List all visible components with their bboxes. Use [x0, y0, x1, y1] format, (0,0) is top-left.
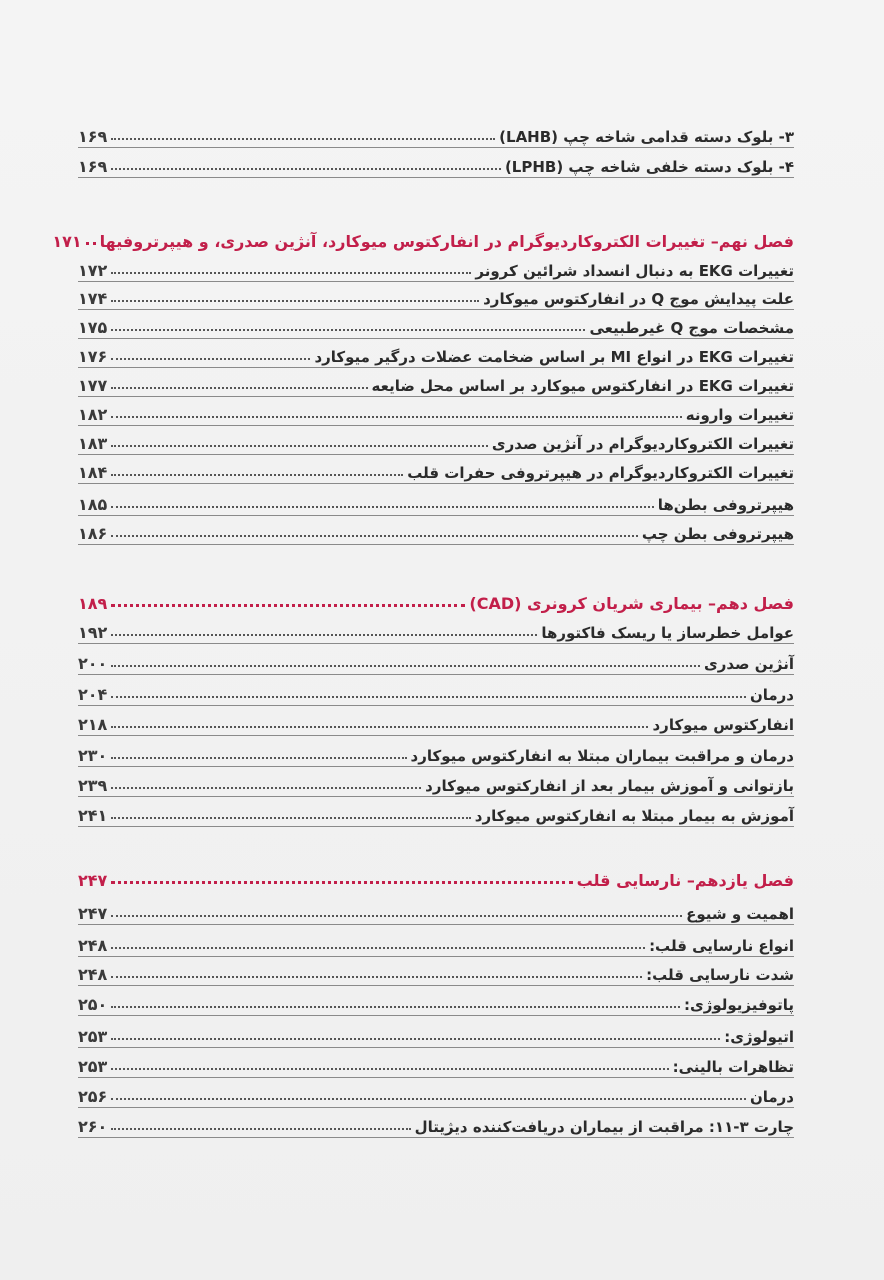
entry-title: مشخصات موج Q غیرطبیعی: [589, 319, 794, 337]
entry-page-number: ۲۵۳: [78, 1057, 108, 1076]
toc-entry: [78, 425, 794, 453]
toc-entry: [78, 309, 794, 337]
dot-leader: [111, 817, 470, 819]
row-divider: [78, 544, 794, 545]
entry-page-number: ۱۸۶: [78, 524, 108, 543]
toc-entry: [78, 1078, 794, 1106]
row-divider: [78, 924, 794, 925]
entry-page-number: ۱۷۶: [78, 347, 108, 366]
dot-leader: [111, 138, 495, 140]
entry-page-number: ۲۶۰: [78, 1117, 108, 1136]
dot-leader: [111, 665, 700, 667]
toc-entry: [78, 986, 794, 1014]
chapter-page-number: ۱۷۱: [52, 232, 82, 251]
toc-entry: [78, 1018, 794, 1046]
toc-entry: [78, 614, 794, 642]
entry-page-number: ۲۳۰: [78, 746, 108, 765]
entry-title: شدت نارسایی قلب:: [646, 966, 794, 984]
dot-leader: [111, 535, 638, 537]
toc-entry: [78, 148, 794, 176]
entry-page-number: ۲۰۰: [78, 654, 108, 673]
row-divider: [78, 674, 794, 675]
entry-title: درمان: [749, 1088, 794, 1106]
entry-title: ۳- بلوک دسته قدامی شاخه چپ (LAHB): [499, 128, 794, 146]
dot-leader: [111, 881, 572, 884]
dot-leader: [111, 1098, 746, 1100]
chapter-heading: [52, 223, 794, 251]
toc-entry: [78, 486, 794, 514]
entry-title: عوامل خطرساز یا ریسک فاکتورها: [541, 624, 794, 642]
row-divider: [78, 1137, 794, 1138]
toc-entry: [78, 338, 794, 366]
entry-title: انواع نارسایی قلب:: [649, 937, 794, 955]
dot-leader: [111, 726, 648, 728]
chapter-title: فصل دهم– بیماری شریان کرونری (CAD): [469, 594, 794, 613]
dot-leader: [111, 300, 479, 302]
toc-entry: [78, 645, 794, 673]
dot-leader: [111, 506, 653, 508]
dot-leader: [111, 474, 403, 476]
entry-title: تغییرات وارونه: [685, 406, 794, 424]
entry-title: اتیولوژی:: [724, 1028, 794, 1046]
entry-title: تغییرات الکتروکاردیوگرام در هیپرتروفی حفرات قلب: [407, 464, 794, 482]
entry-title: هیپرتروفی بطن چپ: [641, 525, 794, 543]
dot-leader: [111, 329, 585, 331]
dot-leader: [111, 634, 537, 636]
row-divider: [78, 483, 794, 484]
entry-title: تظاهرات بالینی:: [672, 1058, 794, 1076]
chapter-heading: [78, 862, 794, 890]
dot-leader: [111, 604, 465, 607]
toc-entry: [78, 797, 794, 825]
chapter-title: فصل یازدهم– نارسایی قلب: [576, 871, 794, 890]
entry-title: تغییرات EKG در انفارکتوس میوکارد بر اساس محل ضایعه: [371, 377, 794, 395]
toc-entry: [78, 895, 794, 923]
entry-page-number: ۲۴۱: [78, 806, 108, 825]
entry-title: درمان: [749, 686, 794, 704]
dot-leader: [111, 1038, 720, 1040]
entry-title: بازتوانی و آموزش بیمار بعد از انفارکتوس میوکارد: [425, 777, 794, 795]
entry-page-number: ۱۹۲: [78, 623, 108, 642]
toc-entry: [78, 927, 794, 955]
toc-entry: [78, 706, 794, 734]
entry-title: ۴- بلوک دسته خلفی شاخه چپ (LPHB): [504, 158, 794, 176]
row-divider: [78, 1015, 794, 1016]
dot-leader: [111, 947, 645, 949]
entry-page-number: ۲۴۷: [78, 904, 108, 923]
dot-leader: [111, 1006, 680, 1008]
entry-page-number: ۲۵۳: [78, 1027, 108, 1046]
toc-entry: [78, 280, 794, 308]
entry-page-number: ۲۰۴: [78, 685, 108, 704]
entry-title: آنژین صدری: [704, 655, 794, 673]
entry-page-number: ۲۱۸: [78, 715, 108, 734]
toc-entry: [78, 737, 794, 765]
entry-page-number: ۱۸۵: [78, 495, 108, 514]
entry-title: تغییرات EKG در انواع MI بر اساس ضخامت عضلات درگیر میوکارد: [314, 348, 794, 366]
chapter-title: فصل نهم– تغییرات الکتروکاردیوگرام در انفارکتوس میوکارد، آنژین صدری، و هیپرتروفیها: [99, 232, 794, 251]
entry-title: چارت ۳-۱۱: مراقبت از بیماران دریافت‌کننده دیژیتال: [414, 1118, 794, 1136]
entry-page-number: ۲۵۶: [78, 1087, 108, 1106]
toc-entry: [78, 367, 794, 395]
dot-leader: [111, 757, 406, 759]
dot-leader: [111, 445, 488, 447]
dot-leader: [111, 387, 367, 389]
row-divider: [78, 826, 794, 827]
dot-leader: [111, 787, 421, 789]
toc-entry: [78, 1048, 794, 1076]
entry-page-number: ۲۴۸: [78, 936, 108, 955]
entry-page-number: ۱۸۲: [78, 405, 108, 424]
dot-leader: [111, 1128, 410, 1130]
row-divider: [78, 643, 794, 644]
toc-entry: [78, 118, 794, 146]
entry-title: انفارکتوس میوکارد: [652, 716, 794, 734]
entry-title: تغییرات EKG به دنبال انسداد شرائین کرونر: [475, 262, 794, 280]
entry-title: تغییرات الکتروکاردیوگرام در آنژین صدری: [491, 435, 794, 453]
dot-leader: [111, 272, 471, 274]
entry-page-number: ۱۷۴: [78, 289, 108, 308]
row-divider: [78, 177, 794, 178]
toc-entry: [78, 252, 794, 280]
row-divider: [78, 735, 794, 736]
dot-leader: [111, 416, 681, 418]
entry-page-number: ۱۶۹: [78, 157, 108, 176]
entry-title: آموزش به بیمار مبتلا به انفارکتوس میوکارد: [474, 807, 794, 825]
dot-leader: [111, 915, 682, 917]
dot-leader: [111, 168, 501, 170]
dot-leader: [111, 696, 746, 698]
entry-page-number: ۱۶۹: [78, 127, 108, 146]
entry-page-number: ۱۷۵: [78, 318, 108, 337]
entry-title: درمان و مراقبت بیماران مبتلا به انفارکتوس میوکارد: [410, 747, 794, 765]
entry-title: پاتوفیزیولوژی:: [683, 996, 794, 1014]
dot-leader: [111, 358, 310, 360]
entry-page-number: ۱۸۴: [78, 463, 108, 482]
entry-title: علت پیدایش موج Q در انفارکتوس میوکارد: [483, 290, 794, 308]
entry-page-number: ۲۵۰: [78, 995, 108, 1014]
entry-page-number: ۲۳۹: [78, 776, 108, 795]
dot-leader: [111, 1068, 668, 1070]
entry-page-number: ۱۸۳: [78, 434, 108, 453]
entry-page-number: ۱۷۷: [78, 376, 108, 395]
toc-entry: [78, 956, 794, 984]
entry-page-number: ۲۴۸: [78, 965, 108, 984]
chapter-heading: [78, 585, 794, 613]
toc-entry: [78, 454, 794, 482]
toc-entry: [78, 676, 794, 704]
toc-entry: [78, 1108, 794, 1136]
chapter-page-number: ۲۴۷: [78, 871, 108, 890]
chapter-page-number: ۱۸۹: [78, 594, 108, 613]
toc-entry: [78, 396, 794, 424]
dot-leader: [86, 242, 96, 245]
entry-page-number: ۱۷۲: [78, 261, 108, 280]
toc-entry: [78, 515, 794, 543]
entry-title: هیپرتروفی بطن‌ها: [657, 496, 794, 514]
toc-entry: [78, 767, 794, 795]
entry-title: اهمیت و شیوع: [686, 905, 794, 923]
dot-leader: [111, 976, 642, 978]
